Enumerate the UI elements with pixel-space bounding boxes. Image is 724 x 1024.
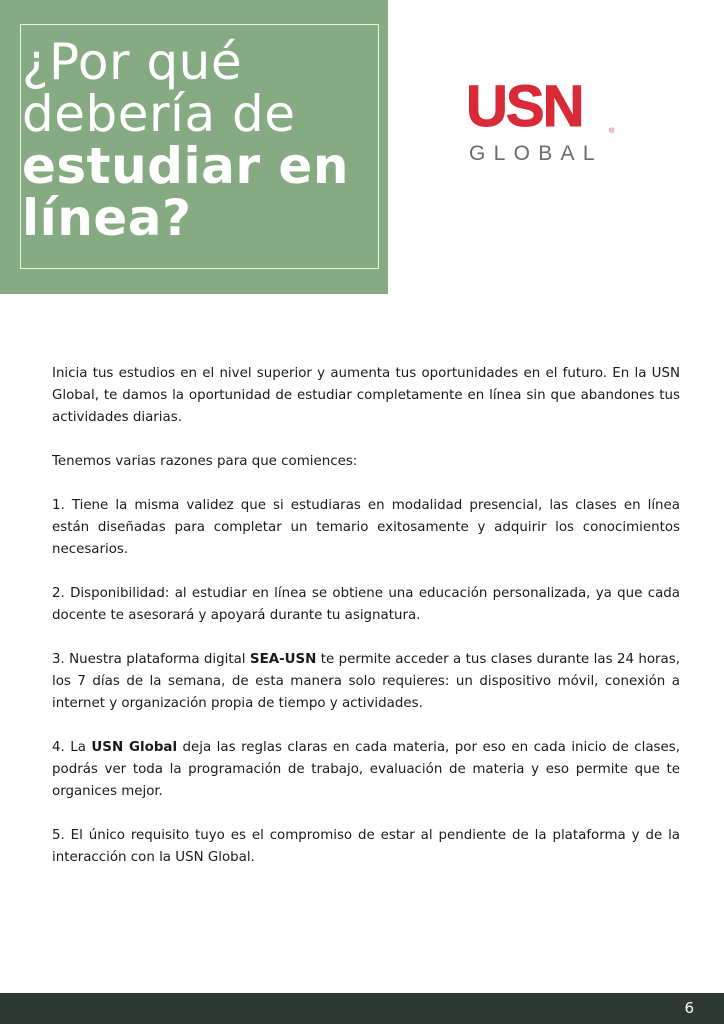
reason-3-text-a: 3. Nuestra plataforma digital [52,652,250,667]
page-title [22,33,349,247]
reason-4 [52,737,680,803]
reason-2: 2. Disponibilidad: al estudiar en línea se obtiene una educación personalizada, ya que cada docente te asesorará y apoyará durante tu asignatura. [52,586,680,623]
title-line-4: línea? [22,189,192,247]
reasons-heading: Tenemos varias razones para que comiences: [52,454,358,469]
reason-3-text-b: te permite acceder a tus clases durante las 24 horas, los 7 días de la semana, de esta manera solo requieres: un dispositivo móvil, conexión a internet y organización propia de tiempo y actividades. [52,652,680,711]
logo-subtitle: GLOBAL [469,142,603,165]
title-line-2: debería de [22,85,296,143]
reason-4-text-b: deja las reglas claras en cada materia, por eso en cada inicio de clases, podrás ver toda la programación de trabajo, evaluación de materia y eso permite que te organices mejor. [52,740,680,799]
logo-brand: USN [466,74,583,139]
usn-global-logo [466,74,626,170]
title-line-1: ¿Por qué [22,33,243,91]
hero-banner [0,0,388,294]
reason-3 [52,649,680,715]
reason-3-highlight: SEA-USN [249,652,317,667]
title-line-3: estudiar en [22,137,349,195]
reason-1: 1. Tiene la misma validez que si estudiaras en modalidad presencial, las clases en línea están diseñadas para completar un temario exitosamente y adquirir los conocimientos necesarios. [52,498,680,557]
body-text [52,363,680,891]
reason-4-text-a: 4. La [52,740,92,755]
page-number: 6 [684,999,694,1017]
intro-paragraph: Inicia tus estudios en el nivel superior y aumenta tus oportunidades en el futuro. En la USN Global, te damos la oportunidad de estudiar completamente en línea sin que abandones tus actividades diarias. [52,366,680,425]
reason-4-highlight: USN Global [91,740,178,755]
logo-registered-mark: ® [609,128,615,135]
footer-bar [0,993,724,1024]
reason-5: 5. El único requisito tuyo es el compromiso de estar al pendiente de la plataforma y de la interacción con la USN Global. [52,828,680,865]
